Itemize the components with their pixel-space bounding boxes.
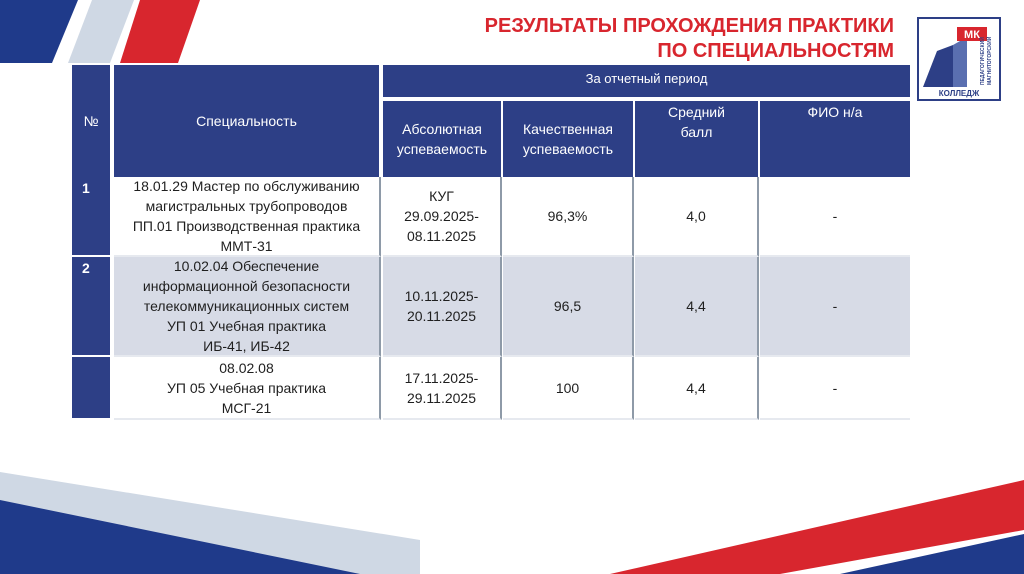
col-header-period-group: За отчетный период bbox=[383, 65, 910, 99]
table-cell-absolute bbox=[383, 357, 502, 420]
table-cell-avg-score: 4,0 bbox=[635, 177, 759, 257]
title-line-1: РЕЗУЛЬТАТЫ ПРОХОЖДЕНИЯ ПРАКТИКИ bbox=[484, 15, 894, 37]
absolute-lines bbox=[405, 368, 479, 408]
table-cell-avg-score: 4,4 bbox=[635, 357, 759, 420]
col-header-fio: ФИО н/а bbox=[760, 101, 910, 177]
cell-line: 17.11.2025- bbox=[404, 369, 479, 386]
logo-name-line-1: МАГНИТОГОРСКИЙ bbox=[987, 36, 993, 85]
cell-line: 20.11.2025 bbox=[406, 308, 476, 324]
col-header-specialty: Специальность bbox=[114, 65, 381, 177]
cell-line: 29.11.2025 bbox=[406, 389, 476, 406]
table-cell-number bbox=[72, 357, 112, 420]
table-cell-fio: - bbox=[760, 257, 910, 357]
specialty-lines bbox=[167, 358, 326, 418]
cell-line: ИБ-41, ИБ-42 bbox=[203, 338, 290, 354]
col-header-avg-score: Средний балл bbox=[635, 101, 759, 177]
cell-line: УП 01 Учебная практика bbox=[166, 318, 327, 334]
cell-line: магистральных трубопроводов bbox=[145, 198, 348, 214]
table-cell-quality: 96,5 bbox=[503, 257, 634, 357]
logo-name-line-3: КОЛЛЕДЖ bbox=[938, 89, 980, 98]
col-header-quality: Качественная успеваемость bbox=[503, 101, 634, 177]
table-cell-fio: - bbox=[760, 177, 910, 257]
cell-line: 08.02.08 bbox=[219, 359, 274, 376]
table-cell-absolute bbox=[383, 177, 502, 257]
cell-line: ММТ-31 bbox=[220, 238, 273, 254]
specialty-lines bbox=[133, 176, 360, 256]
table-cell-specialty bbox=[114, 257, 381, 357]
col-header-absolute: Абсолютная успеваемость bbox=[383, 101, 502, 177]
table-cell-fio: - bbox=[760, 357, 910, 420]
cell-line: информационной безопасности bbox=[142, 278, 351, 294]
table-cell-quality: 96,3% bbox=[503, 177, 634, 257]
table-cell-quality: 100 bbox=[503, 357, 634, 420]
col-header-number: № bbox=[72, 65, 112, 177]
cell-line: КУГ bbox=[429, 188, 454, 204]
table-cell-absolute bbox=[383, 257, 502, 357]
cell-line: 10.11.2025- bbox=[404, 288, 479, 304]
table-cell-specialty bbox=[114, 177, 381, 257]
logo-mark: МК bbox=[964, 29, 980, 41]
cell-line: 08.11.2025 bbox=[406, 228, 476, 244]
cell-line: ПП.01 Производственная практика bbox=[132, 218, 361, 234]
table-cell-number: 2 bbox=[72, 257, 112, 357]
college-logo bbox=[917, 17, 1001, 101]
cell-line: УП 05 Учебная практика bbox=[166, 379, 327, 396]
absolute-lines bbox=[404, 186, 479, 246]
table-cell-number: 1 bbox=[72, 177, 112, 257]
table-cell-avg-score: 4,4 bbox=[635, 257, 759, 357]
title-line-2: ПО СПЕЦИАЛЬНОСТЯМ bbox=[657, 40, 894, 62]
cell-line: 10.02.04 Обеспечение bbox=[173, 258, 320, 274]
cell-line: МСГ-21 bbox=[221, 399, 272, 416]
specialty-lines bbox=[143, 256, 350, 356]
absolute-lines bbox=[405, 286, 479, 326]
results-table bbox=[72, 65, 910, 420]
page-title bbox=[334, 14, 894, 64]
cell-line: 18.01.29 Мастер по обслуживанию bbox=[133, 178, 360, 194]
cell-line: 29.09.2025- bbox=[404, 208, 479, 224]
table-cell-specialty bbox=[114, 357, 381, 420]
cell-line: телекоммуникационных систем bbox=[143, 298, 350, 314]
logo-name-line-2: ПЕДАГОГИЧЕСКИЙ bbox=[980, 37, 986, 85]
